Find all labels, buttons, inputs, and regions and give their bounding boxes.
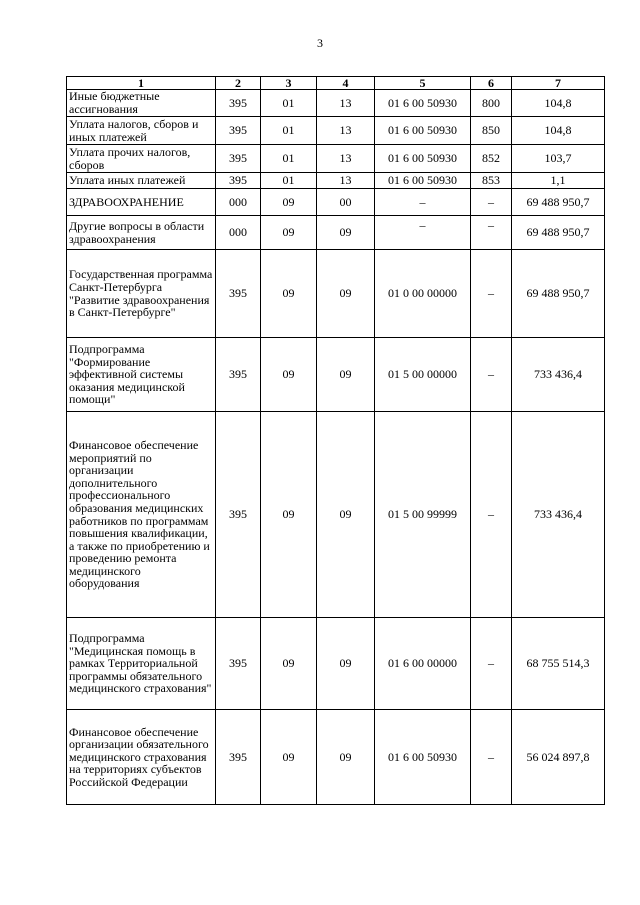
table-row — [67, 90, 605, 117]
cell-c5: 01 6 00 50930 — [375, 710, 471, 805]
cell-c3: 09 — [261, 412, 317, 618]
header-cell-5: 5 — [375, 77, 471, 90]
cell-c6: – — [471, 710, 512, 805]
table-row — [67, 338, 605, 412]
cell-c7: 68 755 514,3 — [512, 618, 605, 710]
cell-c4: 09 — [317, 618, 375, 710]
header-cell-3: 3 — [261, 77, 317, 90]
cell-c6: 850 — [471, 117, 512, 145]
cell-c5: 01 6 00 50930 — [375, 90, 471, 117]
cell-c3: 09 — [261, 710, 317, 805]
row-name: Подпрограмма "Медицинская помощь в рамках Территориальной программы обязательного медицинского страхования" — [67, 618, 216, 710]
row-name: Подпрограмма "Формирование эффективной системы оказания медицинской помощи" — [67, 338, 216, 412]
cell-c6: 800 — [471, 90, 512, 117]
cell-c4: 09 — [317, 216, 375, 250]
cell-c2: 000 — [216, 216, 261, 250]
cell-c2: 000 — [216, 189, 261, 216]
cell-c2: 395 — [216, 412, 261, 618]
cell-c5: 01 5 00 00000 — [375, 338, 471, 412]
table-row — [67, 145, 605, 173]
row-name: Иные бюджетные ассигнования — [67, 90, 216, 117]
cell-c3: 09 — [261, 216, 317, 250]
cell-c3: 09 — [261, 189, 317, 216]
cell-c5: – — [375, 216, 471, 250]
cell-c7: 56 024 897,8 — [512, 710, 605, 805]
row-name: Уплата иных платежей — [67, 173, 216, 189]
budget-table — [66, 76, 605, 805]
row-name: Уплата налогов, сборов и иных платежей — [67, 117, 216, 145]
header-cell-7: 7 — [512, 77, 605, 90]
table-row — [67, 250, 605, 338]
cell-c2: 395 — [216, 338, 261, 412]
cell-c6: 853 — [471, 173, 512, 189]
table-row — [67, 216, 605, 250]
cell-c5: – — [375, 189, 471, 216]
cell-c5: 01 0 00 00000 — [375, 250, 471, 338]
cell-c6: – — [471, 338, 512, 412]
table-row — [67, 117, 605, 145]
row-name: Финансовое обеспечение мероприятий по организации дополнительного профессионального образования медицинских работников по программам повышения квалификации, а также по приобретению и проведению ремонта медицинского оборудования — [67, 412, 216, 618]
cell-c4: 09 — [317, 250, 375, 338]
cell-c6: – — [471, 618, 512, 710]
cell-c2: 395 — [216, 173, 261, 189]
cell-c2: 395 — [216, 145, 261, 173]
cell-c4: 13 — [317, 117, 375, 145]
cell-c7: 103,7 — [512, 145, 605, 173]
cell-c4: 13 — [317, 145, 375, 173]
cell-c3: 09 — [261, 250, 317, 338]
header-cell-2: 2 — [216, 77, 261, 90]
cell-c2: 395 — [216, 117, 261, 145]
cell-c4: 13 — [317, 90, 375, 117]
table-row — [67, 710, 605, 805]
cell-c3: 09 — [261, 338, 317, 412]
header-cell-4: 4 — [317, 77, 375, 90]
cell-c3: 01 — [261, 117, 317, 145]
cell-c3: 01 — [261, 145, 317, 173]
row-name: Государственная программа Санкт-Петербурга "Развитие здравоохранения в Санкт-Петербурге" — [67, 250, 216, 338]
cell-c5: 01 6 00 50930 — [375, 117, 471, 145]
cell-c6: – — [471, 250, 512, 338]
cell-c7: 733 436,4 — [512, 412, 605, 618]
table-row — [67, 173, 605, 189]
table-row — [67, 412, 605, 618]
cell-c5: 01 5 00 99999 — [375, 412, 471, 618]
row-name: Другие вопросы в области здравоохранения — [67, 216, 216, 250]
row-name: Финансовое обеспечение организации обязательного медицинского страхования на территориях субъектов Российской Федерации — [67, 710, 216, 805]
cell-c2: 395 — [216, 710, 261, 805]
header-cell-1: 1 — [67, 77, 216, 90]
table-row — [67, 189, 605, 216]
cell-c3: 01 — [261, 90, 317, 117]
cell-c6: – — [471, 412, 512, 618]
cell-c7: 69 488 950,7 — [512, 216, 605, 250]
cell-c6: 852 — [471, 145, 512, 173]
cell-c6: – — [471, 189, 512, 216]
cell-c4: 09 — [317, 710, 375, 805]
table-row — [67, 618, 605, 710]
cell-c5: 01 6 00 00000 — [375, 618, 471, 710]
cell-c7: 69 488 950,7 — [512, 250, 605, 338]
cell-c3: 01 — [261, 173, 317, 189]
page-number: 3 — [317, 36, 323, 50]
cell-c4: 09 — [317, 412, 375, 618]
row-name: ЗДРАВООХРАНЕНИЕ — [67, 189, 216, 216]
cell-c2: 395 — [216, 90, 261, 117]
cell-c4: 00 — [317, 189, 375, 216]
cell-c2: 395 — [216, 618, 261, 710]
cell-c5: 01 6 00 50930 — [375, 173, 471, 189]
cell-c7: 69 488 950,7 — [512, 189, 605, 216]
cell-c2: 395 — [216, 250, 261, 338]
header-cell-6: 6 — [471, 77, 512, 90]
cell-c6: – — [471, 216, 512, 250]
cell-c5: 01 6 00 50930 — [375, 145, 471, 173]
table-header-row — [67, 77, 605, 90]
cell-c4: 13 — [317, 173, 375, 189]
row-name: Уплата прочих налогов, сборов — [67, 145, 216, 173]
cell-c7: 104,8 — [512, 90, 605, 117]
cell-c7: 733 436,4 — [512, 338, 605, 412]
cell-c3: 09 — [261, 618, 317, 710]
cell-c7: 104,8 — [512, 117, 605, 145]
cell-c7: 1,1 — [512, 173, 605, 189]
cell-c4: 09 — [317, 338, 375, 412]
